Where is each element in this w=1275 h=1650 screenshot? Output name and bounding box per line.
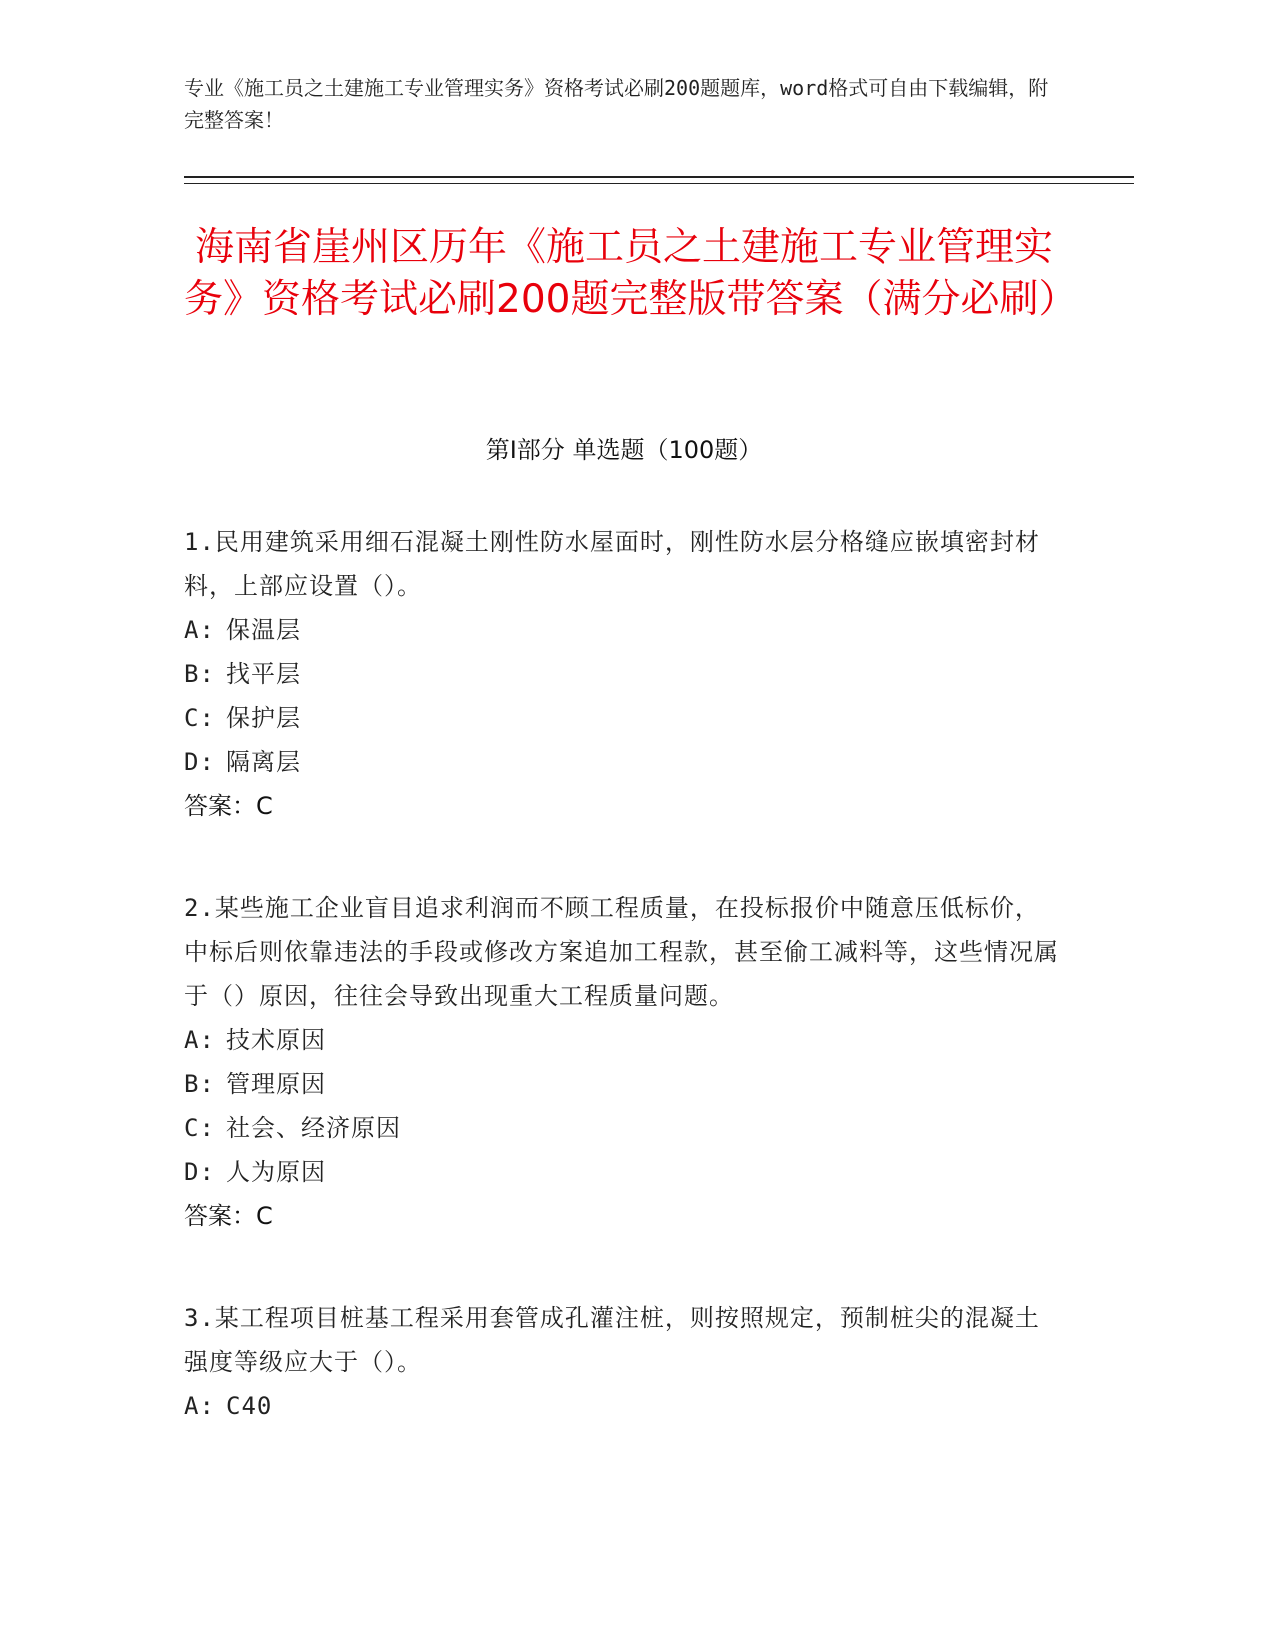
question-stem: 3.某工程项目桩基工程采用套管成孔灌注桩，则按照规定，预制桩尖的混凝土强度等级应大于（）。 xyxy=(184,1304,1040,1376)
option-text: 社会、经济原因 xyxy=(226,1114,401,1142)
header-rule-thin xyxy=(184,183,1134,184)
option-text: 找平层 xyxy=(226,660,301,688)
option-a xyxy=(184,1018,1064,1062)
question-stem: 1.民用建筑采用细石混凝土刚性防水屋面时，刚性防水层分格缝应嵌填密封材料，上部应设置（）。 xyxy=(184,528,1040,600)
question-1 xyxy=(184,520,1064,828)
option-d xyxy=(184,740,1064,784)
answer: 答案：C xyxy=(184,1202,273,1230)
header-note: 专业《施工员之土建施工专业管理实务》资格考试必刷200题题库，word格式可自由下载编辑，附完整答案！ xyxy=(184,76,1049,132)
question-3 xyxy=(184,1296,1064,1428)
option-text: C40 xyxy=(226,1392,273,1420)
option-key: D: xyxy=(184,1158,215,1186)
option-d xyxy=(184,1150,1064,1194)
option-key: A: xyxy=(184,1392,215,1420)
option-key: B: xyxy=(184,1070,215,1098)
option-text: 人为原因 xyxy=(226,1158,326,1186)
option-text: 隔离层 xyxy=(226,748,301,776)
answer: 答案：C xyxy=(184,792,273,820)
option-key: A: xyxy=(184,1026,215,1054)
section-title: 第Ⅰ部分 单选题（100题） xyxy=(485,436,763,464)
option-text: 保温层 xyxy=(226,616,301,644)
header-rule xyxy=(184,176,1134,178)
option-a xyxy=(184,608,1064,652)
option-key: A: xyxy=(184,616,215,644)
question-stem: 2.某些施工企业盲目追求利润而不顾工程质量，在投标报价中随意压低标价，中标后则依靠违法的手段或修改方案追加工程款，甚至偷工减料等，这些情况属于（）原因，往往会导致出现重大工程质量问题。 xyxy=(184,894,1059,1010)
option-key: B: xyxy=(184,660,215,688)
question-list xyxy=(184,520,1064,1486)
question-2 xyxy=(184,886,1064,1238)
option-b xyxy=(184,652,1064,696)
option-key: C: xyxy=(184,1114,215,1142)
option-c xyxy=(184,696,1064,740)
document-title: 海南省崖州区历年《施工员之土建施工专业管理实务》资格考试必刷200题完整版带答案（满分必刷） xyxy=(184,225,1078,322)
option-a xyxy=(184,1384,1064,1428)
option-text: 技术原因 xyxy=(226,1026,326,1054)
option-text: 管理原因 xyxy=(226,1070,326,1098)
option-key: C: xyxy=(184,704,215,732)
option-text: 保护层 xyxy=(226,704,301,732)
option-b xyxy=(184,1062,1064,1106)
option-c xyxy=(184,1106,1064,1150)
option-key: D: xyxy=(184,748,215,776)
